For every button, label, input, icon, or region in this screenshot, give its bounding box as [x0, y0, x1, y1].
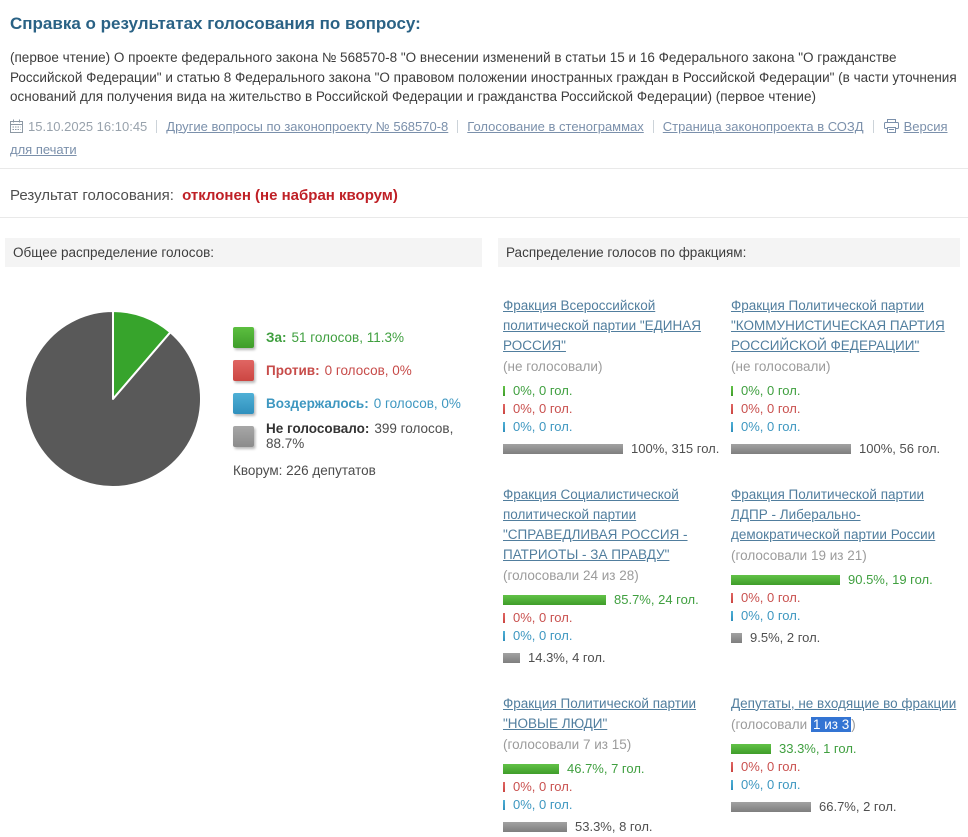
factions-grid	[498, 296, 960, 837]
faction-bar-row-novote	[731, 797, 960, 817]
faction-bar-row-for	[731, 740, 960, 758]
legend-label: Не голосовало:	[266, 421, 370, 436]
bar-for	[731, 575, 840, 585]
faction-bar-row-novote	[503, 439, 718, 459]
faction-block	[503, 296, 718, 459]
faction-subtitle: (не голосовали)	[503, 358, 603, 374]
bar-against	[731, 593, 733, 603]
overall-votes-panel	[5, 238, 482, 837]
factions-panel	[498, 238, 960, 837]
bar-label: 0%, 0 гол.	[513, 419, 573, 434]
vote-result-line	[0, 169, 968, 217]
page-title: Справка о результатах голосования по вопросу:	[10, 14, 421, 33]
faction-bar-row-for	[731, 571, 960, 589]
link-transcripts[interactable]: Голосование в стенограммах	[467, 118, 644, 134]
meta-separator	[457, 120, 458, 133]
faction-bar-row-abstain	[503, 796, 718, 814]
bar-against	[731, 404, 733, 414]
faction-bar-row-abstain	[503, 418, 718, 436]
link-sozd-page[interactable]: Страница законопроекта в СОЗД	[662, 118, 864, 134]
faction-bar-row-for	[503, 382, 718, 400]
faction-title-link[interactable]: Фракция Политической партии ЛДПР - Либерально-демократической партии России	[731, 486, 936, 542]
legend-swatch-abstain	[233, 393, 254, 414]
bar-abstain	[503, 800, 505, 810]
page-header	[0, 0, 968, 160]
legend-label: Воздержалось:	[266, 395, 369, 411]
faction-subtitle: (голосовали 1 из 3 )	[731, 716, 856, 732]
bar-label: 53.3%, 8 гол.	[575, 819, 653, 834]
faction-bar-row-against	[731, 758, 960, 776]
faction-bars	[731, 740, 960, 817]
legend-value: 0 голосов, 0%	[324, 362, 412, 378]
bar-label: 0%, 0 гол.	[741, 608, 801, 623]
faction-bar-row-novote	[503, 648, 718, 668]
bar-for	[503, 764, 559, 774]
bar-label: 0%, 0 гол.	[741, 419, 801, 434]
legend-item-for	[233, 327, 482, 348]
legend-label: За:	[266, 329, 287, 345]
faction-subtitle: (не голосовали)	[731, 358, 831, 374]
bar-for	[503, 595, 606, 605]
bar-novote	[731, 444, 851, 454]
faction-bars	[731, 571, 960, 648]
bar-for	[731, 386, 733, 396]
section-header-overall: Общее распределение голосов:	[5, 238, 482, 267]
faction-bar-row-for	[503, 591, 718, 609]
bar-label: 0%, 0 гол.	[513, 383, 573, 398]
faction-subtitle: (голосовали 7 из 15)	[503, 736, 632, 752]
faction-bar-row-novote	[503, 817, 718, 837]
bar-abstain	[503, 422, 505, 432]
bar-novote	[503, 444, 623, 454]
link-other-questions[interactable]: Другие вопросы по законопроекту № 568570-8	[166, 118, 449, 134]
calendar-icon	[10, 118, 23, 139]
bar-label: 0%, 0 гол.	[741, 759, 801, 774]
legend-item-novote	[233, 421, 482, 451]
legend-swatch-novote	[233, 426, 254, 447]
legend-swatch-against	[233, 360, 254, 381]
faction-subtitle: (голосовали 24 из 28)	[503, 567, 639, 583]
bar-label: 0%, 0 гол.	[513, 401, 573, 416]
legend-item-abstain	[233, 393, 482, 414]
bar-novote	[503, 822, 567, 832]
bar-label: 46.7%, 7 гол.	[567, 761, 645, 776]
bar-against	[731, 762, 733, 772]
meta-separator	[156, 120, 157, 133]
bar-abstain	[503, 631, 505, 641]
faction-bar-row-against	[503, 609, 718, 627]
bar-label: 100%, 315 гол.	[631, 441, 720, 456]
faction-block	[503, 694, 718, 837]
link-print-version[interactable]: Версия для печати	[10, 118, 948, 157]
bar-against	[503, 404, 505, 414]
content-columns	[0, 238, 968, 837]
faction-bars	[503, 591, 718, 668]
bar-label: 9.5%, 2 гол.	[750, 630, 821, 645]
bar-label: 33.3%, 1 гол.	[779, 741, 857, 756]
meta-separator	[873, 120, 874, 133]
faction-title-link[interactable]: Фракция Всероссийской политической партии "ЕДИНАЯ РОССИЯ"	[503, 297, 702, 353]
bar-label: 0%, 0 гол.	[741, 383, 801, 398]
quorum-text: Кворум: 226 депутатов	[233, 462, 376, 478]
faction-bar-row-against	[503, 778, 718, 796]
faction-block	[731, 485, 960, 648]
bar-against	[503, 613, 505, 623]
faction-bars	[503, 382, 718, 459]
bar-novote	[503, 653, 520, 663]
faction-bars	[503, 760, 718, 837]
faction-block	[731, 296, 960, 459]
legend-item-against	[233, 360, 482, 381]
bar-abstain	[731, 422, 733, 432]
divider	[0, 217, 968, 218]
bar-label: 0%, 0 гол.	[741, 401, 801, 416]
faction-bar-row-abstain	[731, 776, 960, 794]
faction-bar-row-novote	[731, 439, 960, 459]
legend-value: 0 голосов, 0%	[373, 395, 461, 411]
faction-block	[731, 694, 960, 817]
bar-against	[503, 782, 505, 792]
bar-label: 14.3%, 4 гол.	[528, 650, 606, 665]
faction-title-link[interactable]: Фракция Политической партии "НОВЫЕ ЛЮДИ"	[503, 695, 697, 731]
printer-icon	[884, 118, 899, 139]
bar-label: 0%, 0 гол.	[513, 610, 573, 625]
faction-subtitle: (голосовали 19 из 21)	[731, 547, 867, 563]
faction-bar-row-for	[503, 760, 718, 778]
pie-slice-novote	[25, 311, 201, 487]
legend-value: 399 голосов, 88.7%	[266, 421, 454, 451]
faction-bar-row-abstain	[731, 418, 960, 436]
vote-legend	[233, 327, 482, 478]
result-label: Результат голосования:	[10, 186, 174, 204]
faction-bar-row-abstain	[731, 607, 960, 625]
bar-label: 0%, 0 гол.	[513, 797, 573, 812]
bar-label: 90.5%, 19 гол.	[848, 572, 933, 587]
legend-value: 51 голосов, 11.3%	[291, 329, 404, 345]
faction-bar-row-novote	[731, 628, 960, 648]
faction-bars	[731, 382, 960, 459]
faction-bar-row-for	[731, 382, 960, 400]
faction-block	[503, 485, 718, 668]
bill-description: (первое чтение) О проекте федерального закона № 568570-8 "О внесении изменений в статьи 15 и 16 Федерального закона "О гражданстве Российской Федерации" и статью 8 Федерального закона "О правовом положении иностранных граждан в Российской Федерации" (в части уточнения оснований для получения вида на жительство в Российской Федерации и гражданства Российской Федерации) (первое чтение)	[10, 50, 957, 104]
pie-chart	[23, 309, 203, 489]
bar-novote	[731, 802, 811, 812]
faction-bar-row-against	[731, 400, 960, 418]
bar-for	[731, 744, 771, 754]
bar-for	[503, 386, 505, 396]
faction-title-link[interactable]: Депутаты, не входящие во фракции	[731, 695, 957, 711]
bar-label: 0%, 0 гол.	[741, 590, 801, 605]
result-value: отклонен (не набран кворум)	[182, 186, 398, 204]
bar-label: 0%, 0 гол.	[513, 779, 573, 794]
bar-abstain	[731, 611, 733, 621]
overall-content	[5, 267, 482, 489]
bar-label: 100%, 56 гол.	[859, 441, 941, 456]
bar-novote	[731, 633, 742, 643]
vote-datetime: 15.10.2025 16:10:45	[28, 118, 148, 134]
meta-separator	[653, 120, 654, 133]
meta-row	[10, 116, 958, 160]
faction-title-link[interactable]: Фракция Социалистической политической партии "СПРАВЕДЛИВАЯ РОССИЯ - ПАТРИОТЫ - ЗА ПРАВДУ"	[503, 486, 688, 562]
legend-swatch-for	[233, 327, 254, 348]
faction-title-link[interactable]: Фракция Политической партии "КОММУНИСТИЧЕСКАЯ ПАРТИЯ РОССИЙСКОЙ ФЕДЕРАЦИИ"	[731, 297, 945, 353]
faction-bar-row-against	[731, 589, 960, 607]
faction-bar-row-against	[503, 400, 718, 418]
bar-label: 0%, 0 гол.	[513, 628, 573, 643]
bar-label: 85.7%, 24 гол.	[614, 592, 699, 607]
bar-abstain	[731, 780, 733, 790]
bar-label: 66.7%, 2 гол.	[819, 799, 897, 814]
bar-label: 0%, 0 гол.	[741, 777, 801, 792]
faction-bar-row-abstain	[503, 627, 718, 645]
section-header-factions: Распределение голосов по фракциям:	[498, 238, 960, 267]
text-selection-highlight: 1 из 3	[812, 716, 850, 732]
legend-label: Против:	[266, 362, 320, 378]
